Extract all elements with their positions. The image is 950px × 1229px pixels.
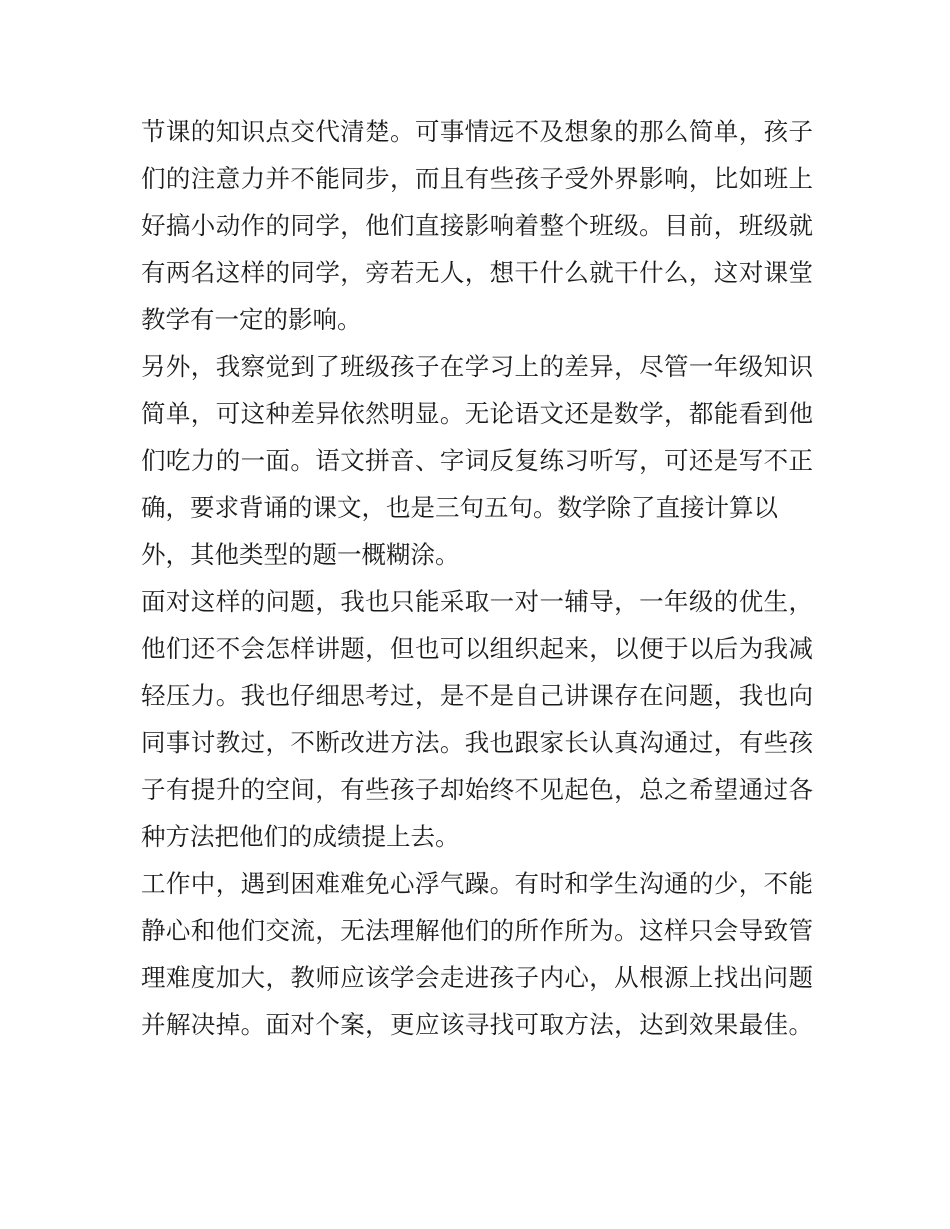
text-line: 并解决掉。面对个案，更应该寻找可取方法，达到效果最佳。 (141, 1010, 813, 1039)
text-line: 有两名这样的同学，旁若无人，想干什么就干什么，这对课堂 (141, 258, 813, 287)
text-line: 子有提升的空间，有些孩子却始终不见起色，总之希望通过各 (141, 775, 813, 804)
text-line: 简单，可这种差异依然明显。无论语文还是数学，都能看到他 (141, 399, 813, 428)
text-line: 面对这样的问题，我也只能采取一对一辅导，一年级的优生， (141, 587, 813, 616)
text-line: 好搞小动作的同学，他们直接影响着整个班级。目前，班级就 (141, 211, 813, 240)
text-line: 种方法把他们的成绩提上去。 (141, 822, 460, 851)
text-line: 们吃力的一面。语文拼音、字词反复练习听写，可还是写不正 (141, 446, 813, 475)
text-line: 教学有一定的影响。 (141, 305, 362, 334)
text-line: 轻压力。我也仔细思考过，是不是自己讲课存在问题，我也向 (141, 681, 813, 710)
text-line: 理难度加大，教师应该学会走进孩子内心，从根源上找出问题 (141, 963, 813, 992)
text-line: 节课的知识点交代清楚。可事情远不及想象的那么简单，孩子 (141, 117, 813, 146)
text-line: 工作中，遇到困难难免心浮气躁。有时和学生沟通的少，不能 (141, 869, 813, 898)
paragraph-4 (141, 860, 813, 1048)
paragraph-1 (141, 108, 813, 343)
text-line: 们的注意力并不能同步，而且有些孩子受外界影响，比如班上 (141, 164, 813, 193)
text-line: 同事讨教过，不断改进方法。我也跟家长认真沟通过，有些孩 (141, 728, 813, 757)
paragraph-2 (141, 343, 813, 578)
text-line: 确，要求背诵的课文，也是三句五句。数学除了直接计算以 (141, 493, 778, 522)
text-line: 静心和他们交流，无法理解他们的所作所为。这样只会导致管 (141, 916, 813, 945)
text-line: 他们还不会怎样讲题，但也可以组织起来，以便于以后为我减 (141, 634, 813, 663)
text-line: 外，其他类型的题一概糊涂。 (141, 540, 460, 569)
paragraph-3 (141, 578, 813, 860)
document-body (141, 108, 813, 1048)
text-line: 另外，我察觉到了班级孩子在学习上的差异，尽管一年级知识 (141, 352, 813, 381)
